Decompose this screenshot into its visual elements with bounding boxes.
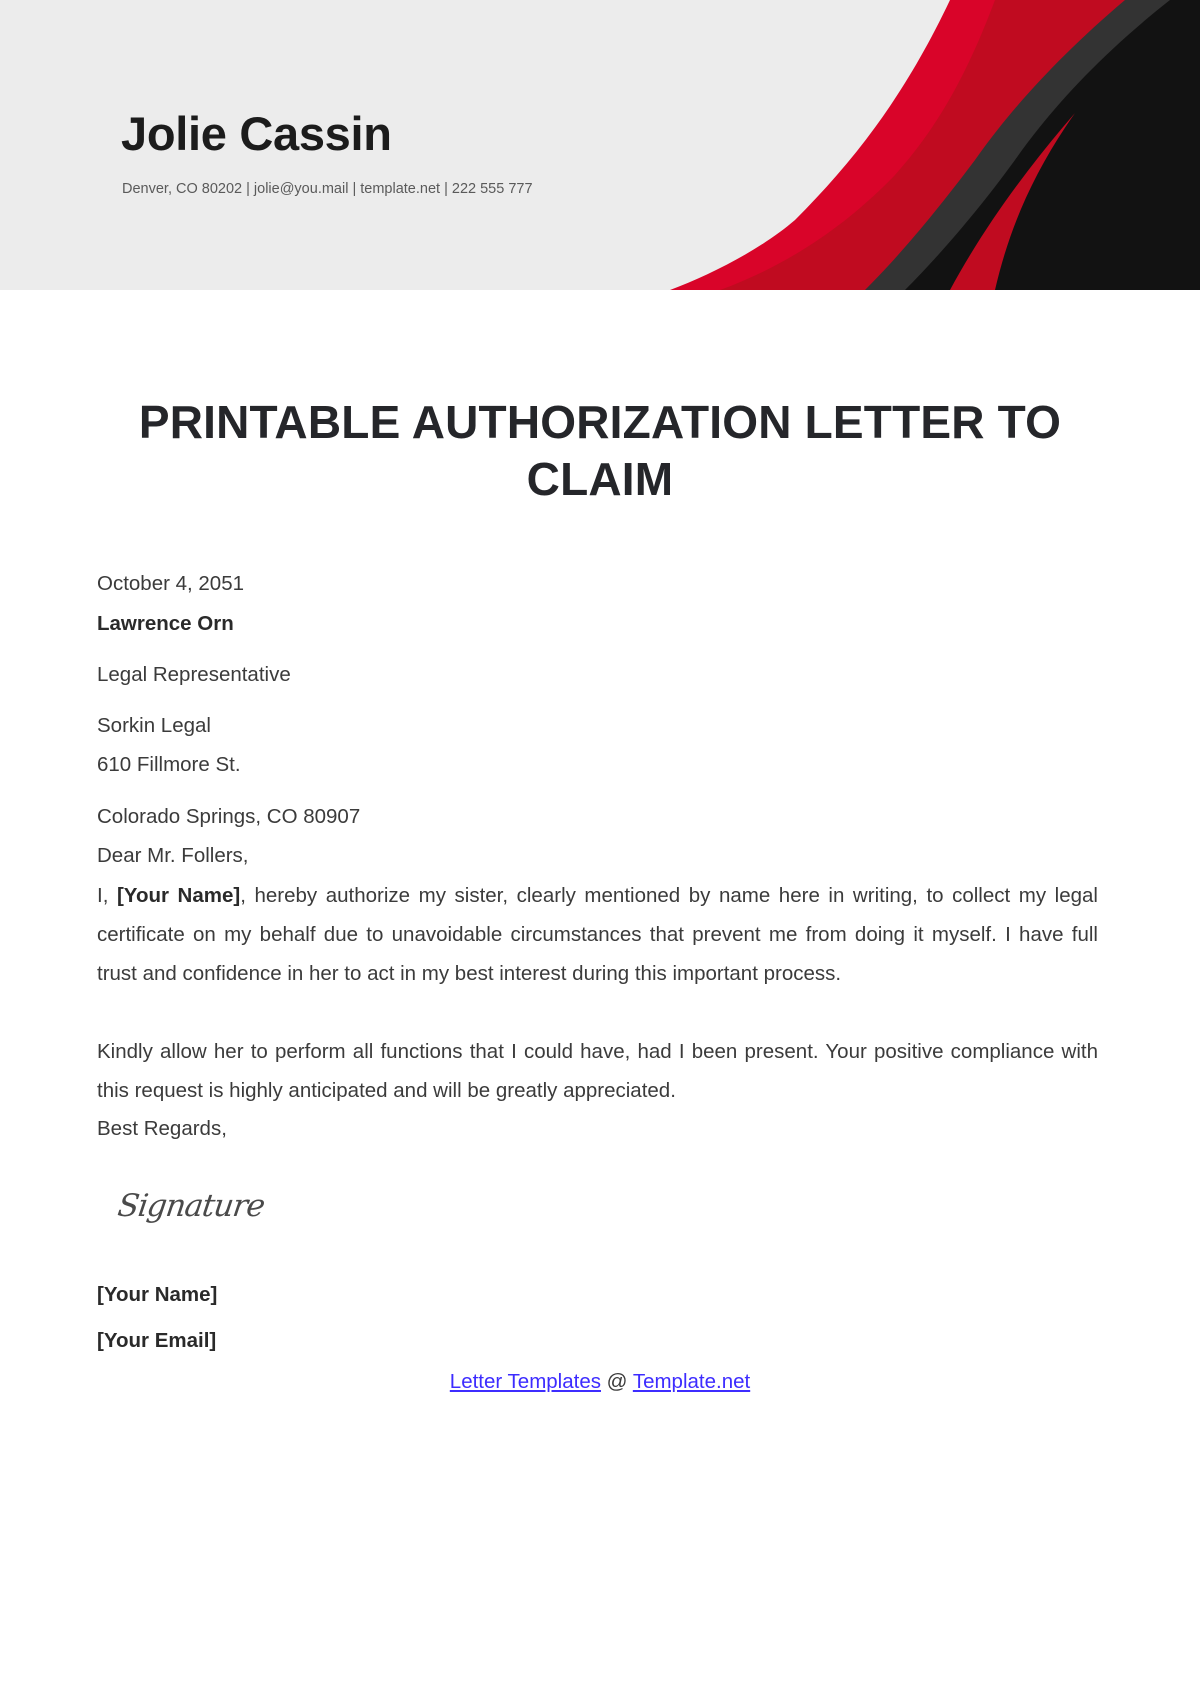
sender-contact-info: Denver, CO 80202 | jolie@you.mail | template.net | 222 555 777: [122, 181, 533, 197]
letter-date: October 4, 2051: [97, 572, 245, 595]
recipient-company: Sorkin Legal: [97, 714, 211, 737]
salutation: Dear Mr. Follers,: [97, 844, 249, 867]
recipient-name: Lawrence Orn: [97, 612, 234, 635]
body-paragraph-1: [97, 876, 1098, 993]
closing: Best Regards,: [97, 1117, 227, 1140]
recipient-city: Colorado Springs, CO 80907: [97, 805, 361, 828]
sender-name-placeholder: [Your Name]: [97, 1283, 218, 1306]
footer-separator: @: [600, 1370, 633, 1393]
body-paragraph-2: Kindly allow her to perform all functions that I could have, had I been present. Your positive compliance with this request is highly anticipated and will be greatly appreciated.: [97, 1040, 1098, 1102]
paragraph-1-text: , hereby authorize my sister, clearly mentioned by name here in writing, to collect my legal certificate on my behalf due to unavoidable circumstances that prevent me from doing it myself. I have full trust and confidence in her to act in my best interest during this important process.: [97, 884, 1098, 985]
document-title-line-2: CLAIM: [526, 453, 674, 505]
template-net-link[interactable]: Template.net: [632, 1370, 751, 1393]
sender-name-heading: Jolie Cassin: [121, 107, 392, 160]
sender-email-placeholder: [Your Email]: [97, 1329, 217, 1352]
letter-templates-link[interactable]: Letter Templates: [449, 1370, 601, 1393]
recipient-street: 610 Fillmore St.: [97, 753, 241, 776]
footer-attribution: [0, 1370, 1200, 1394]
recipient-title: Legal Representative: [97, 663, 291, 686]
document-title: [100, 394, 1100, 508]
placeholder-your-name: [Your Name]: [116, 884, 241, 907]
document-title-line-1: PRINTABLE AUTHORIZATION LETTER TO: [138, 396, 1062, 448]
signature: Signature: [115, 1188, 267, 1224]
paragraph-1-prefix: I,: [97, 884, 117, 907]
letterhead-banner: [0, 0, 1200, 290]
